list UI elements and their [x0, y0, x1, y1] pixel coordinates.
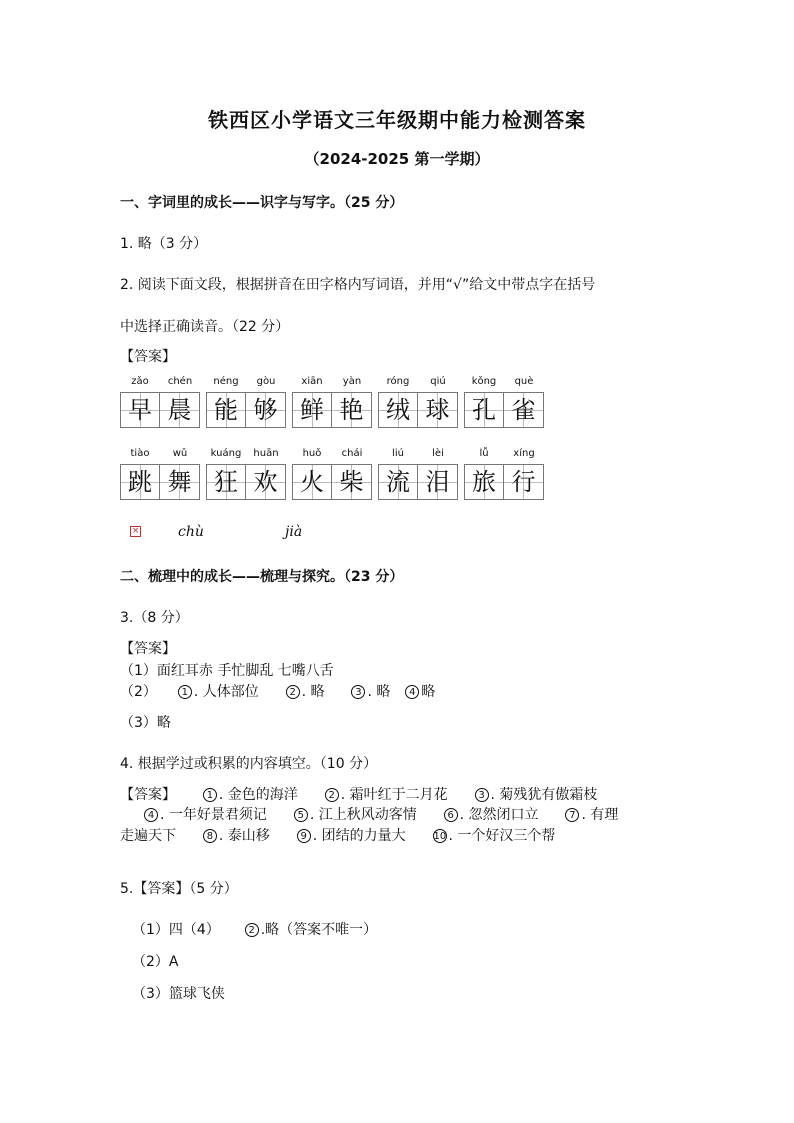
- q4-item: . 金色的海洋: [218, 787, 298, 803]
- tianzige-char: 柴: [332, 464, 372, 500]
- q4-answer-label: 【答案】: [120, 787, 176, 803]
- q3-line3: （3）略: [120, 715, 171, 731]
- tianzige-char: 旅: [464, 464, 504, 500]
- pinyin-label: xiān: [301, 376, 323, 387]
- reading-answer-2: jià: [285, 524, 303, 540]
- q3-answer-label: 【答案】: [120, 641, 176, 657]
- pinyin-label: gòu: [256, 376, 276, 387]
- circled-number: 5: [294, 808, 308, 822]
- tianzige-char: 能: [206, 392, 246, 428]
- q2-answer-label: 【答案】: [120, 349, 176, 365]
- q4-item: 走遍天下: [120, 828, 176, 844]
- circled-number: 4: [144, 808, 158, 822]
- q3-line2: [120, 681, 435, 701]
- pinyin-label: chái: [341, 448, 363, 459]
- pinyin-label: huān: [253, 448, 279, 459]
- pinyin-label: chén: [167, 376, 193, 387]
- q3-item: 略: [421, 684, 436, 700]
- tianzige-char: 泪: [418, 464, 458, 500]
- broken-image-icon: ×: [131, 526, 140, 536]
- tianzige-char: 晨: [160, 392, 200, 428]
- circled-number: 3: [475, 788, 489, 802]
- q4-item: . 团结的力量大: [312, 828, 406, 844]
- q5-line1: [132, 919, 377, 939]
- circled-number: 2: [325, 788, 339, 802]
- tianzige-char: 跳: [120, 464, 160, 500]
- pinyin-label: tiào: [130, 448, 150, 459]
- q2-line1: 2. 阅读下面文段，根据拼音在田字格内写词语，并用“√”给文中带点字在括号: [120, 277, 596, 293]
- pinyin-label: zǎo: [131, 376, 149, 387]
- q4-item: . 一年好景君须记: [160, 807, 267, 823]
- q4-item: . 霜叶红于二月花: [340, 787, 448, 803]
- q5-line1-part: （1）四（4）: [132, 922, 220, 938]
- q3-item: . 略: [367, 684, 391, 700]
- q4-item: . 菊残犹有傲霜枝: [490, 787, 598, 803]
- tianzige-char: 球: [418, 392, 458, 428]
- tianzige-char: 行: [504, 464, 544, 500]
- pinyin-label: róng: [386, 376, 410, 387]
- page-title: 铁西区小学语文三年级期中能力检测答案: [208, 108, 586, 132]
- circled-number: 9: [297, 829, 311, 843]
- q3-text: 3.（8 分）: [120, 610, 189, 626]
- q5-line1-part: .略（答案不唯一）: [260, 922, 378, 938]
- pinyin-label: què: [514, 376, 534, 387]
- section1-heading: 一、字词里的成长——识字与写字。（25 分）: [120, 195, 404, 211]
- reading-answer-1: chù: [178, 524, 204, 540]
- q4-answer-line1: [120, 784, 597, 804]
- pinyin-label: néng: [213, 376, 239, 387]
- q3-item: . 略: [301, 684, 325, 700]
- tianzige-char: 够: [246, 392, 286, 428]
- pinyin-label: huǒ: [302, 448, 322, 459]
- q5-line3: （3）篮球飞侠: [132, 986, 225, 1002]
- pinyin-label: kuáng: [210, 448, 242, 459]
- circled-number: 10: [433, 831, 447, 842]
- q5-line2: （2）A: [132, 954, 179, 970]
- circled-number: 8: [203, 829, 217, 843]
- q3-item: . 人体部位: [193, 684, 259, 700]
- circled-number: 2: [245, 923, 259, 937]
- tianzige-char: 早: [120, 392, 160, 428]
- tianzige-char: 雀: [504, 392, 544, 428]
- pinyin-label: yàn: [342, 376, 362, 387]
- circled-number: 2: [286, 685, 300, 699]
- pinyin-label: liú: [392, 448, 404, 459]
- circled-number: 1: [178, 685, 192, 699]
- q4-item: . 江上秋风动客情: [309, 807, 417, 823]
- circled-number: 3: [351, 685, 365, 699]
- section2-heading: 二、梳理中的成长——梳理与探究。（23 分）: [120, 569, 404, 585]
- pinyin-label: wǔ: [172, 448, 188, 459]
- q5-text: 5.【答案】（5 分）: [120, 881, 238, 897]
- pinyin-label: qiú: [430, 376, 446, 387]
- q4-answer-line3: [120, 825, 555, 845]
- tianzige-char: 孔: [464, 392, 504, 428]
- tianzige-char: 狂: [206, 464, 246, 500]
- tianzige-char: 舞: [160, 464, 200, 500]
- pinyin-label: lèi: [432, 448, 444, 459]
- q4-answer-line2: [144, 804, 618, 824]
- q4-item: . 一个好汉三个帮: [448, 828, 556, 844]
- q2-line2: 中选择正确读音。（22 分）: [120, 319, 290, 335]
- q3-line1: （1）面红耳赤 手忙脚乱 七嘴八舌: [120, 663, 334, 679]
- circled-number: 4: [405, 685, 419, 699]
- q4-text: 4. 根据学过或积累的内容填空。（10 分）: [120, 756, 378, 772]
- tianzige-char: 欢: [246, 464, 286, 500]
- page-subtitle: （2024-2025 第一学期）: [304, 150, 490, 168]
- tianzige-char: 鲜: [292, 392, 332, 428]
- q1-text: 1. 略（3 分）: [120, 236, 208, 252]
- tianzige-char: 绒: [378, 392, 418, 428]
- tianzige-char: 流: [378, 464, 418, 500]
- circled-number: 1: [203, 788, 217, 802]
- pinyin-label: lǚ: [479, 448, 489, 459]
- tianzige-char: 火: [292, 464, 332, 500]
- q4-item: . 泰山移: [218, 828, 270, 844]
- circled-number: 7: [565, 808, 579, 822]
- q4-item: . 有理: [581, 807, 619, 823]
- pinyin-label: kǒng: [471, 376, 497, 387]
- q4-item: . 忽然闭口立: [459, 807, 539, 823]
- pinyin-label: xíng: [513, 448, 535, 459]
- circled-number: 6: [444, 808, 458, 822]
- q3-line2-prefix: （2）: [120, 684, 157, 700]
- tianzige-char: 艳: [332, 392, 372, 428]
